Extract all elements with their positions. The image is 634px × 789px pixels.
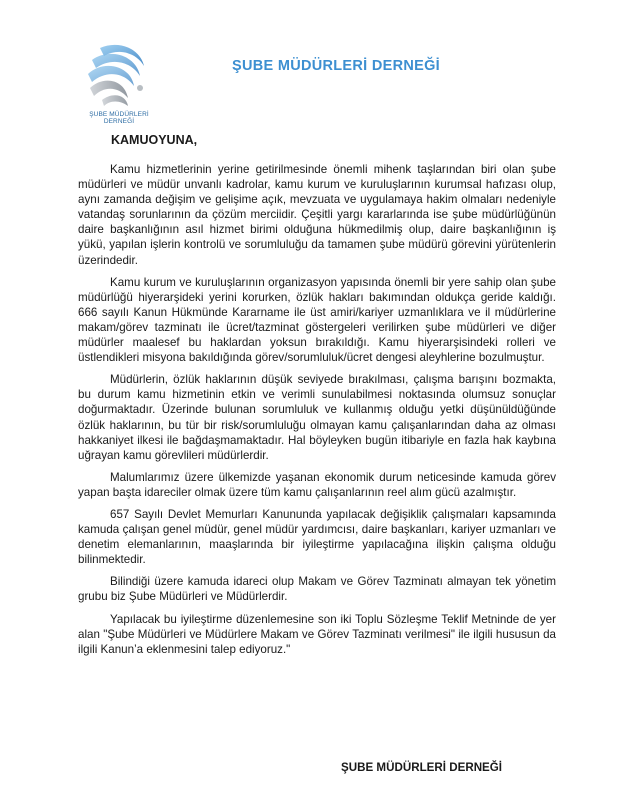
paragraph: 657 Sayılı Devlet Memurları Kanununda yapılacak değişiklik çalışmaları kapsamında kamuda çalışan genel müdür, genel müdür yardımcısı, daire başkanları, kariyer uzmanları ve denetim elemanlarının, maaşlarında bir iyileştirme yapılacağına ilişkin çalışma olduğu bilinmektedir. [78, 507, 556, 567]
globe-logo-icon [78, 40, 158, 112]
salutation: KAMUOYUNA, [111, 133, 198, 147]
paragraph: Kamu kurum ve kuruluşlarının organizasyon yapısında önemli bir yere sahip olan şube müdürlüğü hiyerarşideki yerini korurken, özlük hakları bakımından oldukça geride kaldığı. 666 sayılı Kanun Hükmünde Kararname ile üst amiri/kariyer uzmanlıklara ve il müdürlerine makam/görev tazminatı ile ücret/tazminat göstergeleri verilirken şube müdürleri ve diğer müdürler maalesef bu haklardan yoksun bırakıldığı. Kamu hiyerarşisindeki rolleri ve üstlendikleri misyona bakıldığında görev/sorumluluk/ücret dengesi aleyhlerine bozulmuştur. [78, 275, 556, 365]
paragraph: Malumlarımız üzere ülkemizde yaşanan ekonomik durum neticesinde kamuda görev yapan başta idareciler olmak üzere tüm kamu çalışanlarının reel alım gücü azalmıştır. [78, 470, 556, 499]
letter-body [78, 162, 556, 664]
signature: ŞUBE MÜDÜRLERİ DERNEĞİ [341, 761, 503, 774]
association-logo [78, 40, 158, 118]
paragraph: Bilindiği üzere kamuda idareci olup Makam ve Görev Tazminatı almayan tek yönetim grubu biz Şube Müdürleri ve Müdürlerdir. [78, 575, 556, 604]
page-title: ŞUBE MÜDÜRLERİ DERNEĞİ [232, 58, 440, 74]
paragraph: Müdürlerin, özlük haklarının düşük seviyede bırakılması, çalışma barışını bozmakta, bu durum kamu hizmetinin etkin ve verimli sunulabilmesi noktasında olumsuz sonuçlar doğurmaktadır. Üzerinde bulunan sorumluluk ve kullanmış olduğu yetki düşünüldüğünde özlük haklarının, bu tür bir risk/sorumluluğu olmayan kamu çalışanlarından daha az olması hakkaniyet ilkesi ile bağdaşmamaktadır. Hal böyleyken bugün itibariyle en fazla hak kaybına uğrayan kamu görevlileri müdürlerdir. [78, 373, 556, 462]
logo-caption: ŞUBE MÜDÜRLERİ DERNEĞİ [89, 111, 149, 125]
paragraph: Yapılacak bu iyileştirme düzenlemesine son iki Toplu Sözleşme Teklif Metninde de yer alan "Şube Müdürleri ve Müdürlere Makam ve Görev Tazminatı verilmesi" ile ilgili hususun da ilgili Kanun’a eklenmesini talep ediyoruz." [78, 612, 556, 656]
paragraph: Kamu hizmetlerinin yerine getirilmesinde önemli mihenk taşlarından biri olan şube müdürleri ve müdür unvanlı kadrolar, kamu kurum ve kuruluşlarının kurumsal hafızası olup, aynı zamanda değişim ve gelişime açık, mevzuata ve uygulamaya hakim olmaları nedeniyle vatandaş sorunlarının da çözüm merciidir. Çeşitli yargı kararlarında ise şube müdürlüğünün daire başkanlığının asıl hizmet birimi olduğuna hükmedilmiş olup, daire başkanlığının iş yükü, yapılan işlerin kontrolü ve sorumluluğu da tamamen şube müdürü görevini yürütenlerin üzerindedir. [78, 163, 556, 267]
